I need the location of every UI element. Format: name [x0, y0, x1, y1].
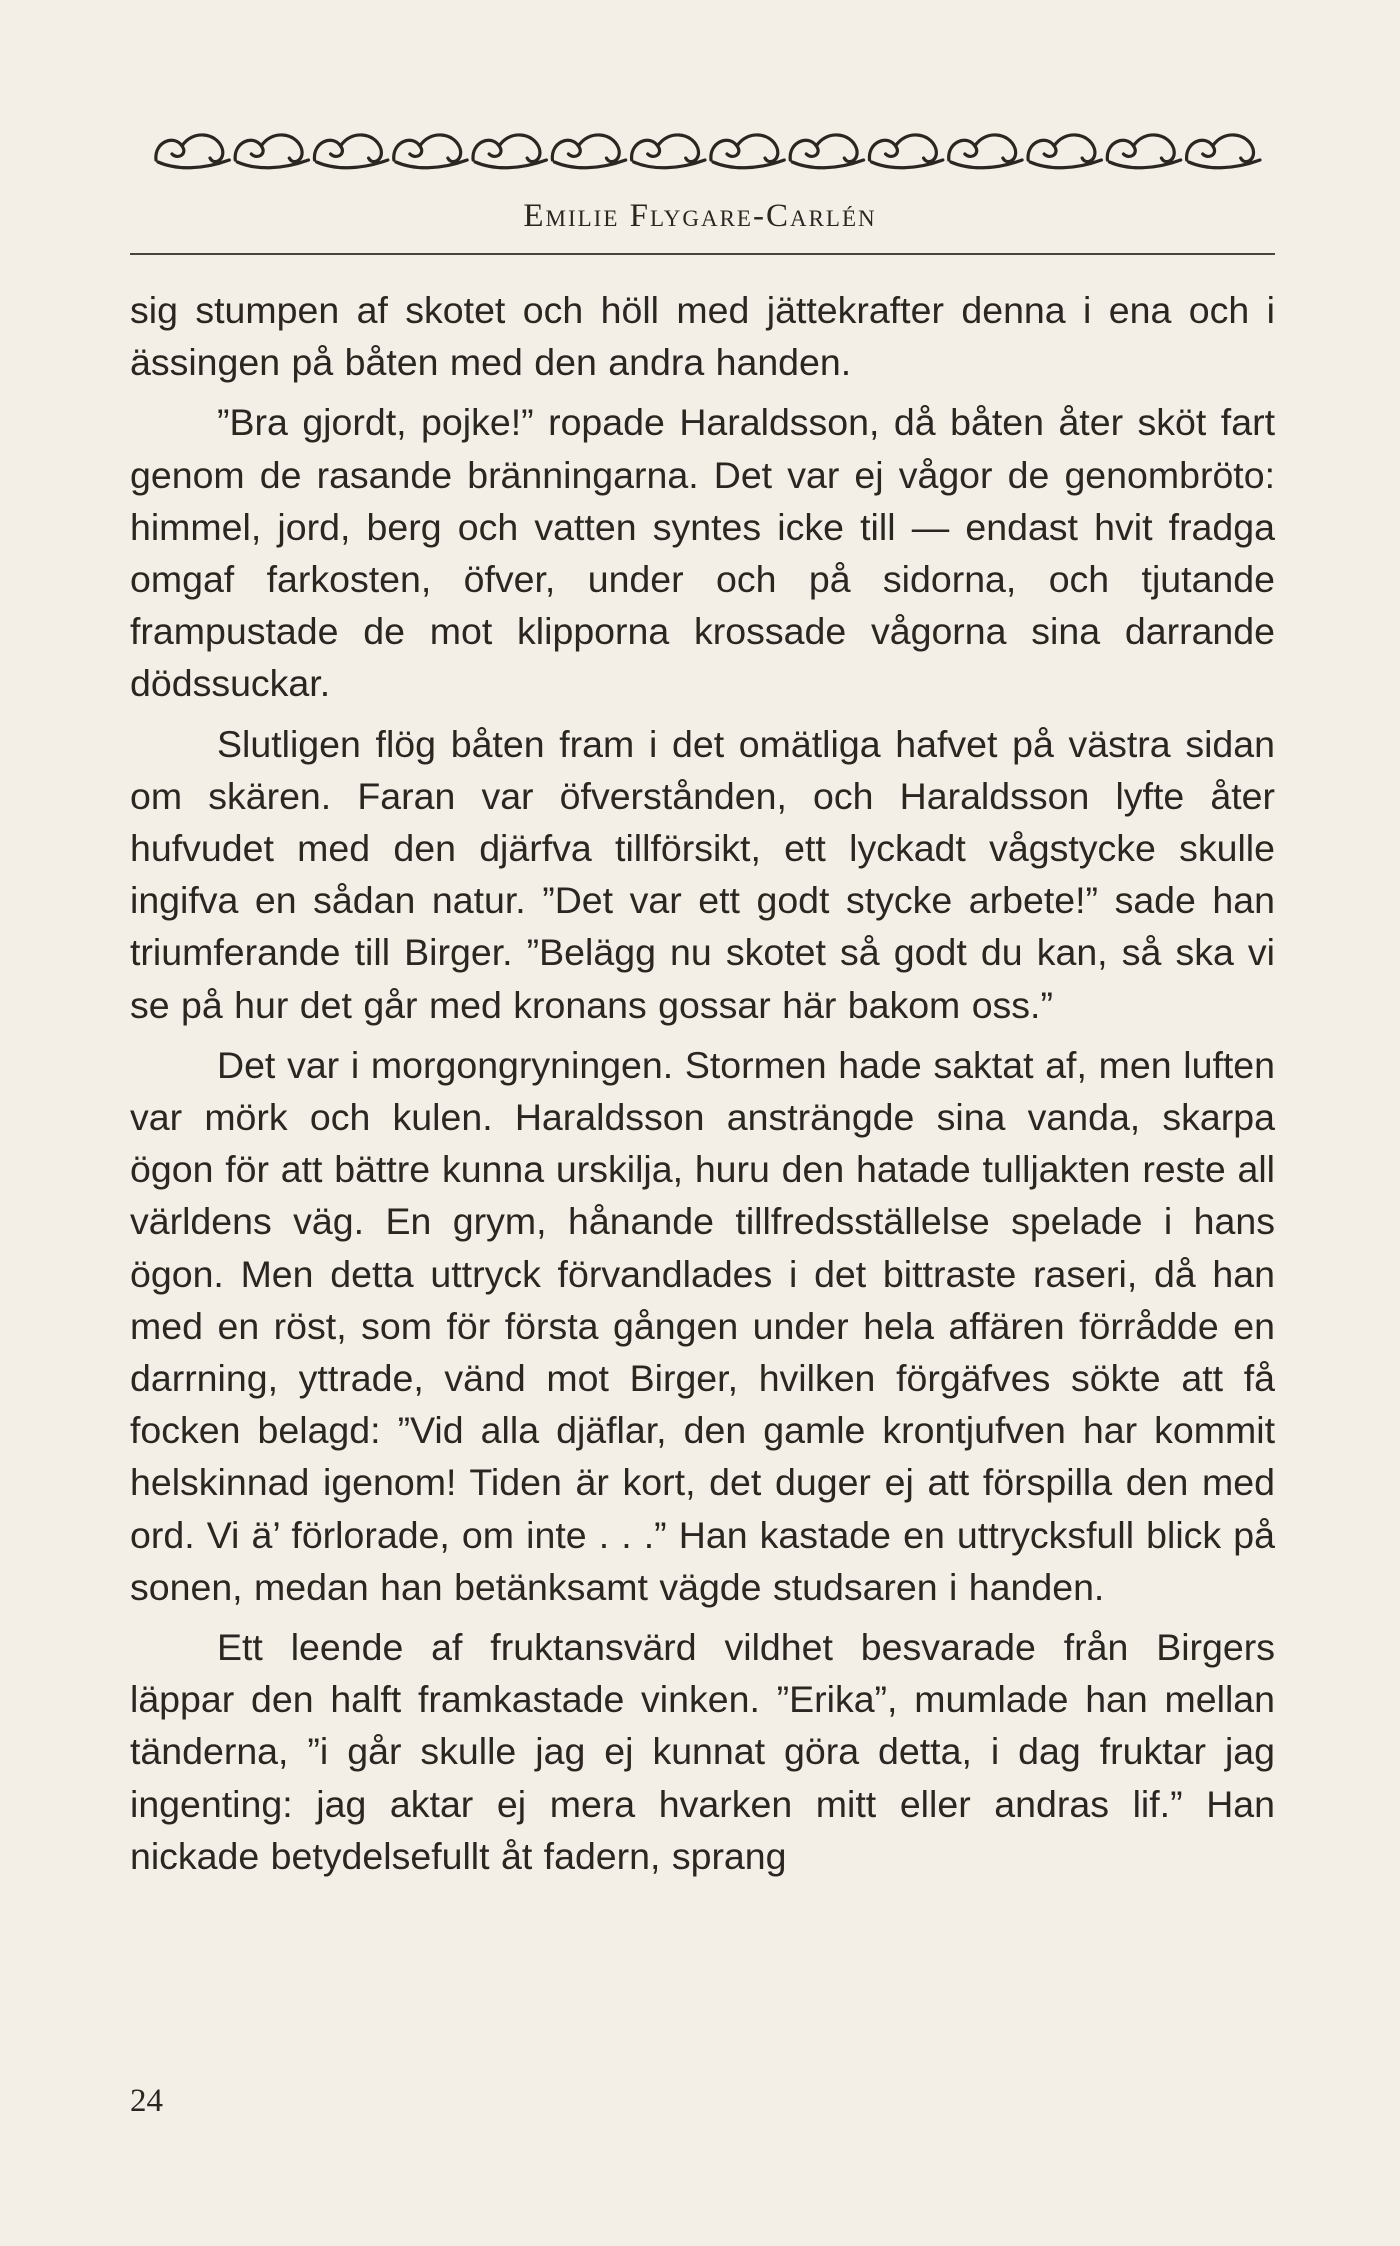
- wave-scroll-ornament-icon: [152, 120, 1262, 176]
- ornament-scroll-unit: [473, 135, 546, 168]
- ornament-scroll-unit: [632, 135, 705, 168]
- ornament-scroll-unit: [1028, 135, 1101, 168]
- paragraph-5: Ett leende af fruktansvärd vildhet besvarade från Birgers läppar den halft framkastade vinken. ”Erika”, mumlade han mellan tänderna, ”i går skulle jag ej kunnat göra detta, i dag fruktar jag ingenting: jag aktar ej mera hvarken mitt eller andras lif.” Han nickade betydelsefullt åt fadern, sprang: [130, 1626, 1275, 1877]
- paragraph-3: Slutligen flög båten fram i det omätliga hafvet på västra sidan om skären. Faran var öfverstånden, och Haraldsson lyfte åter hufvudet med den djärfva tillförsikt, ett lyckadt vågstycke skulle ingifva en sådan natur. ”Det var ett godt stycke arbete!” sade han triumferande till Birger. ”Belägg nu skotet så godt du kan, så ska vi se på hur det går med kronans gossar här bakom oss.”: [130, 722, 1275, 1026]
- paragraph-1: sig stumpen af skotet och höll med jättekrafter denna i ena och i ässingen på båten med den andra handen.: [130, 289, 1275, 384]
- header-rule: [130, 253, 1275, 255]
- ornament-scroll-unit: [949, 135, 1022, 168]
- body-text: [130, 284, 1275, 1882]
- ornament-scroll-unit: [790, 135, 863, 168]
- ornament-scroll-unit: [394, 135, 467, 168]
- ornament-scroll-unit: [711, 135, 784, 168]
- ornament-scroll-unit: [156, 135, 229, 168]
- running-header-title: Emilie Flygare-Carlén: [523, 198, 877, 234]
- page-number: 24: [130, 2083, 163, 2119]
- paragraph-4: Det var i morgongryningen. Stormen hade saktat af, men luften var mörk och kulen. Haraldsson ansträngde sina vanda, skarpa ögon för att bättre kunna urskilja, huru den hatade tulljakten reste all världens väg. En grym, hånande tillfredsställelse spelade i hans ögon. Men detta uttryck förvandlades i det bittraste raseri, då han med en röst, som för första gången under hela affären förrådde en darrning, yttrade, vänd mot Birger, hvilken förgäfves sökte att få focken belagd: ”Vid alla djäflar, den gamle krontjufven har kommit helskinnad igenom! Tiden är kort, det duger ej att förspilla den med ord. Vi ä’ förlorade, om inte . . .” Han kastade en uttrycksfull blick på sonen, medan han betänksamt vägde studsaren i handen.: [130, 1043, 1275, 1608]
- ornament-scroll-unit: [1187, 135, 1260, 168]
- ornament-scroll-unit: [314, 135, 387, 168]
- ornament-scroll-unit: [552, 135, 625, 168]
- ornament-scroll-unit: [235, 135, 308, 168]
- paragraph-2: ”Bra gjordt, pojke!” ropade Haraldsson, då båten åter sköt fart genom de rasande bränningarna. Det var ej vågor de genombröto: himmel, jord, berg och vatten syntes icke till — endast hvit fradga omgaf farkosten, öfver, under och på sidorna, och tjutande frampustade de mot klipporna krossade vågorna sina darrande dödssuckar.: [130, 401, 1275, 705]
- ornament-scroll-unit: [1107, 135, 1180, 168]
- ornament-scroll-unit: [869, 135, 942, 168]
